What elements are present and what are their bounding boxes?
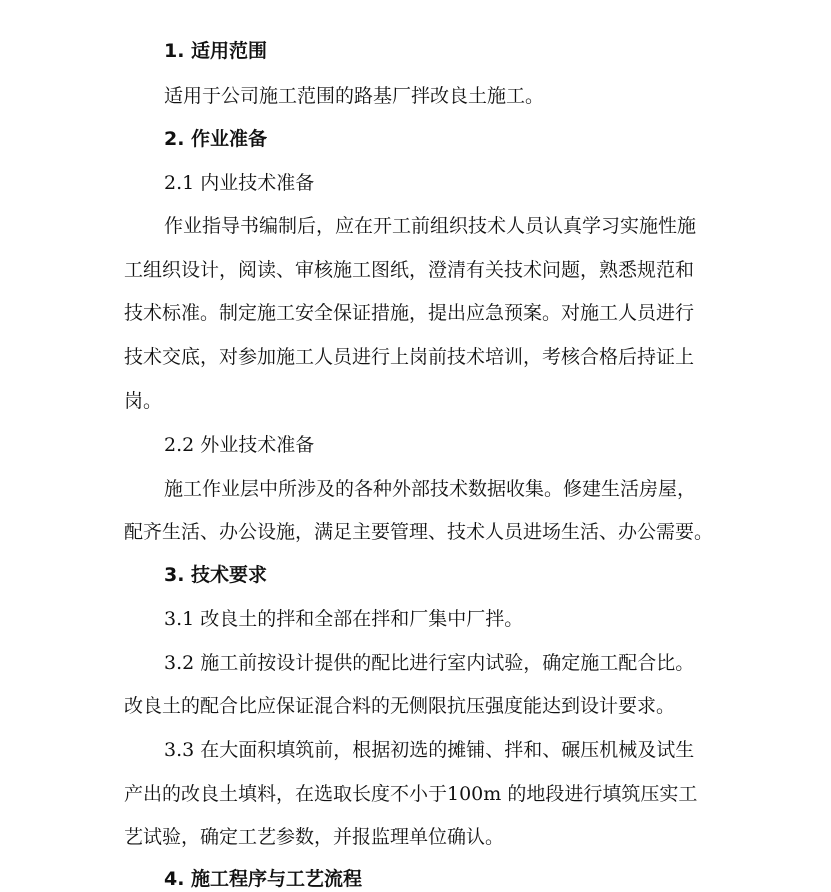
section-heading-3: 3. 技术要求	[164, 564, 268, 586]
paragraph-line: 技术标准。制定施工安全保证措施，提出应急预案。对施工人员进行	[124, 302, 695, 324]
paragraph-line: 改良土的配合比应保证混合料的无侧限抗压强度能达到设计要求。	[124, 695, 676, 717]
paragraph-line: 施工作业层中所涉及的各种外部技术数据收集。修建生活房屋，	[164, 478, 697, 500]
paragraph-line: 岗。	[124, 390, 163, 412]
paragraph-line: 产出的改良土填料，在选取长度不小于100m 的地段进行填筑压实工	[124, 783, 698, 805]
subsection-heading-2-1: 2.1 内业技术准备	[164, 172, 315, 194]
section-heading-4: 4. 施工程序与工艺流程	[164, 868, 363, 890]
paragraph-line: 3.1 改良土的拌和全部在拌和厂集中厂拌。	[164, 608, 524, 630]
paragraph-line: 技术交底，对参加施工人员进行上岗前技术培训，考核合格后持证上	[124, 346, 695, 368]
paragraph-line: 适用于公司施工范围的路基厂拌改良土施工。	[164, 85, 545, 107]
paragraph-line: 工组织设计，阅读、审核施工图纸，澄清有关技术问题，熟悉规范和	[124, 259, 695, 281]
paragraph-line: 3.3 在大面积填筑前，根据初选的摊铺、拌和、碾压机械及试生	[164, 739, 695, 761]
paragraph-line: 3.2 施工前按设计提供的配比进行室内试验，确定施工配合比。	[164, 652, 695, 674]
section-heading-1: 1. 适用范围	[164, 40, 268, 62]
paragraph-line: 艺试验，确定工艺参数，并报监理单位确认。	[124, 826, 505, 848]
paragraph-line: 配齐生活、办公设施，满足主要管理、技术人员进场生活、办公需要。	[124, 521, 714, 543]
section-heading-2: 2. 作业准备	[164, 128, 268, 150]
paragraph-line: 作业指导书编制后，应在开工前组织技术人员认真学习实施性施	[164, 215, 697, 237]
subsection-heading-2-2: 2.2 外业技术准备	[164, 434, 315, 456]
